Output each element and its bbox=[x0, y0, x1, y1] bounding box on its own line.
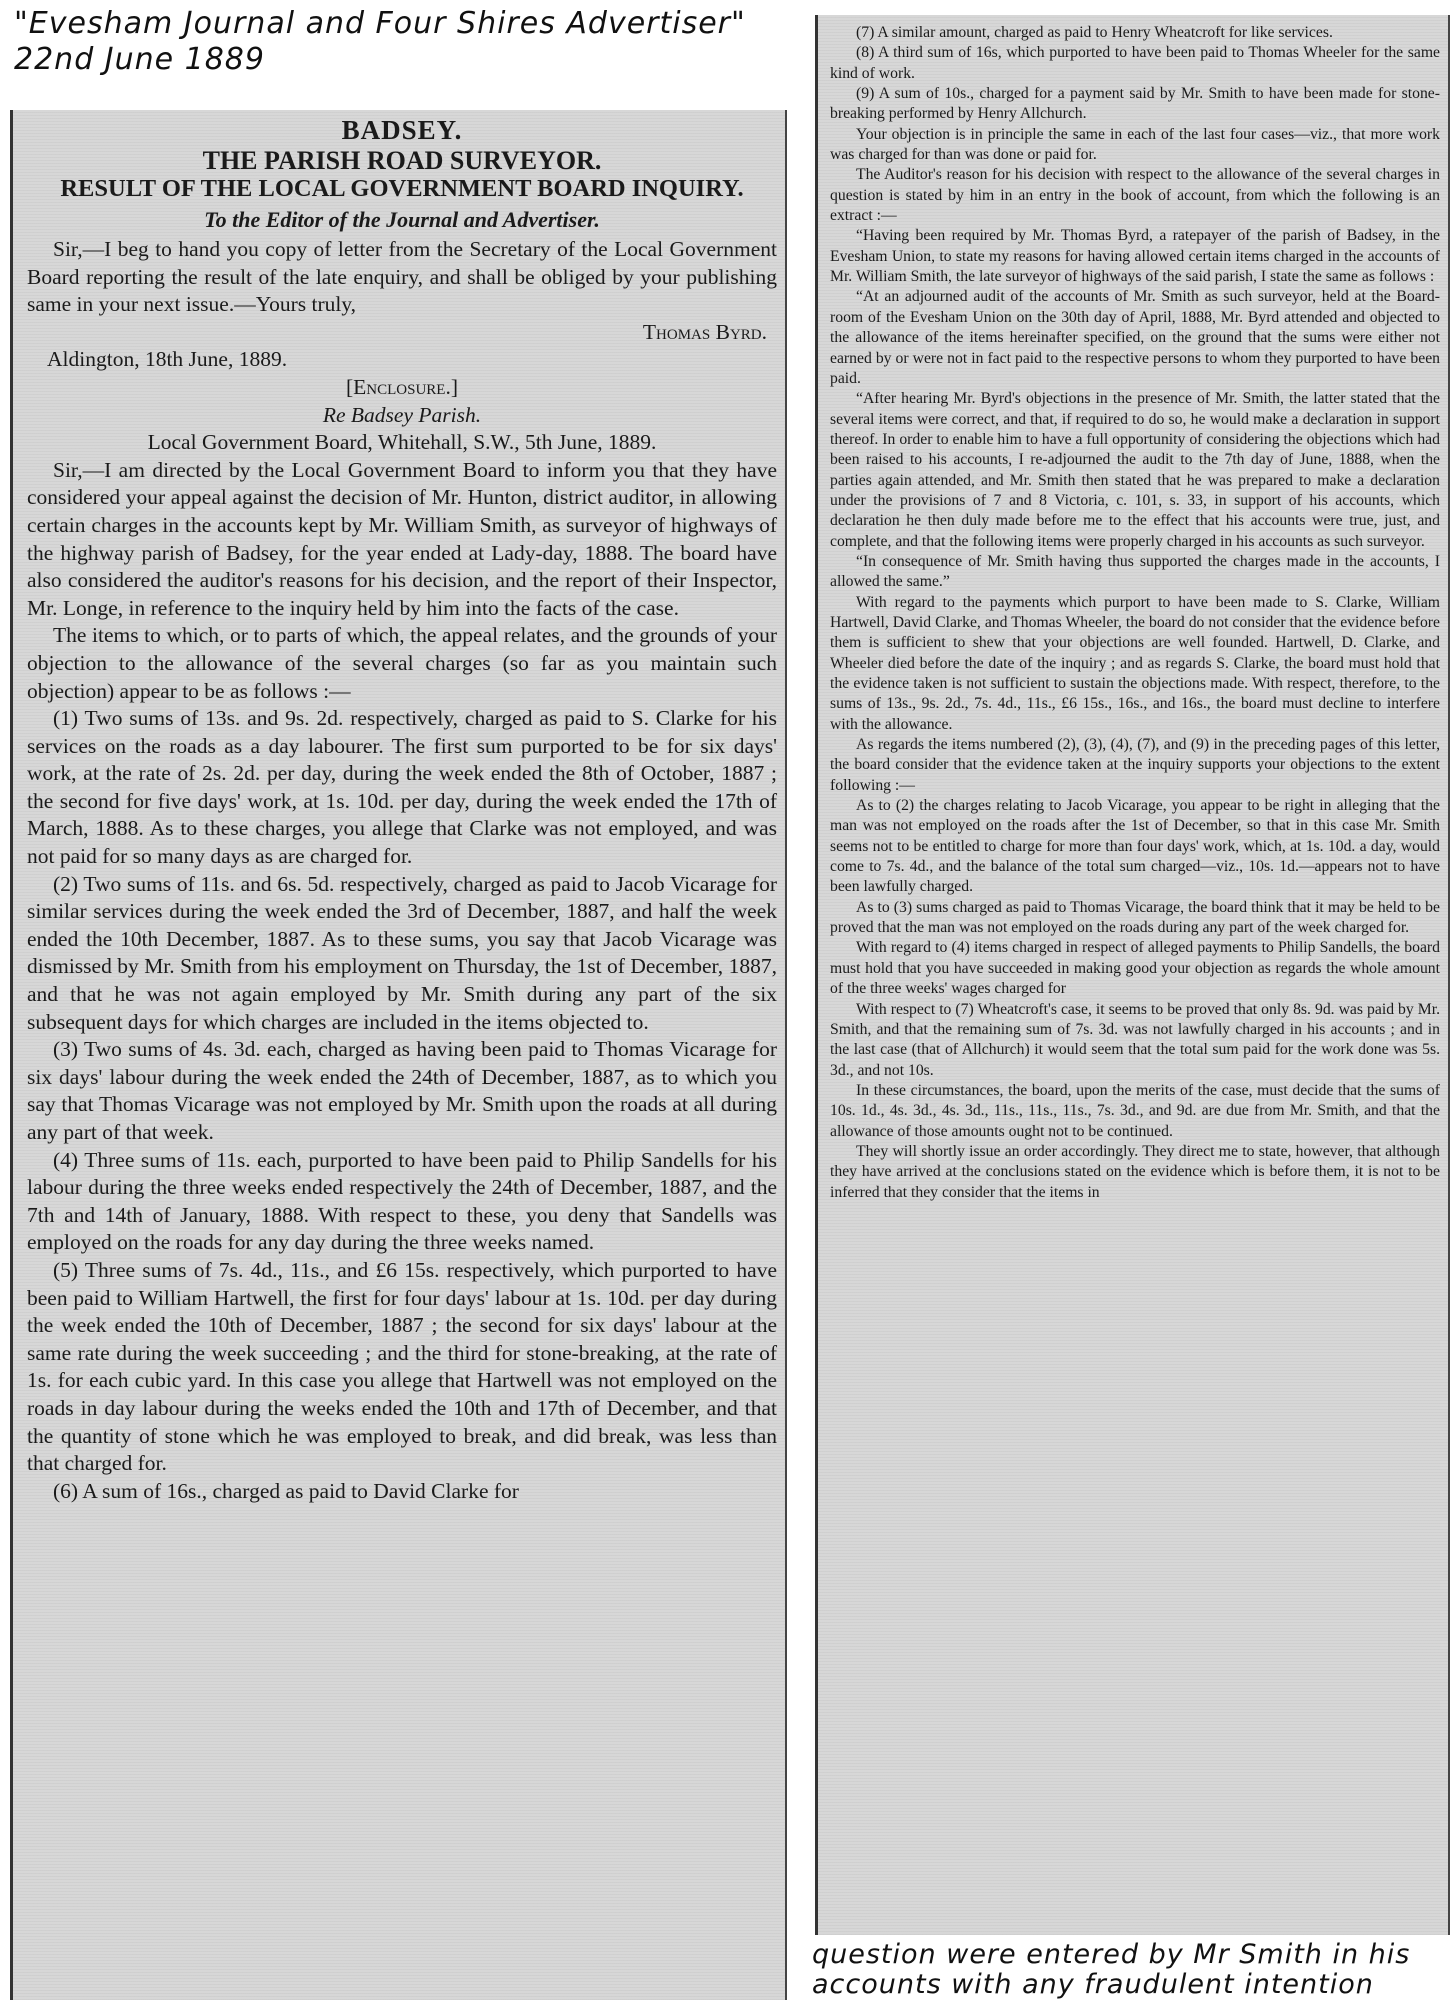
right-paragraph: (7) A similar amount, charged as paid to Henry Wheatcroft for like services. bbox=[856, 24, 1333, 41]
left-paragraph: (1) Two sums of 13s. and 9s. 2d. respectively, charged as paid to S. Clarke for his services on the roads as a day labourer. The first sum purported to be for six days' work, at the rate of 2s. 2d. per day, during the week ended the 8th of October, 1887 ; the second for five days' work, at 1s. 10d. per day, during the week ended the 17th of March, 1888. As to these charges, you allege that Clarke was not employed, and was not paid for so many days as are charged for. bbox=[27, 706, 777, 869]
right-paragraph: With regard to the payments which purport to have been made to S. Clarke, William Hartwell, David Clarke, and Thomas Wheeler, the board do not consider that the evidence before them is sufficient to shew that your objections are well founded. Hartwell, D. Clarke, and Wheeler died before the date of the inquiry ; and as regards S. Clarke, the board must hold that the evidence taken is not sufficient to sustain the objections made. With respect, therefore, to the sums of 13s., 9s. 2d., 7s. 4d., 11s., £6 15s., 16s., and 16s., the board must decline to interfere with the allowance. bbox=[830, 593, 1440, 733]
right-paragraph: (9) A sum of 10s., charged for a payment said by Mr. Smith to have been made for stone-breaking performed by Henry Allchurch. bbox=[830, 85, 1440, 123]
article-column-right bbox=[815, 15, 1450, 1935]
letter-body: Sir,—I beg to hand you copy of letter from the Secretary of the Local Government Board reporting the result of the late enquiry, and shall be obliged by your publishing same in your next issue.—Yours truly, bbox=[27, 237, 777, 317]
article-subheading: THE PARISH ROAD SURVEYOR. bbox=[202, 146, 602, 175]
right-paragraph: “After hearing Mr. Byrd's objections in the presence of Mr. Smith, the latter stated that the several items were correct, and that, if required to do so, he would make a declaration in support thereof. In order to enable him to have a full opportunity of considering the objections which had been raised to his accounts, I re-adjourned the audit to the 7th day of June, 1888, when the parties again attended, and Mr. Smith then stated that he was prepared to make a declaration under the provisions of 7 and 8 Victoria, c. 101, s. 33, in support of his accounts, which declaration he then duly made before me to the effect that his accounts were true, just, and complete, and that the following items were properly charged in his accounts as such surveyor. bbox=[830, 390, 1440, 550]
right-paragraph: As to (2) the charges relating to Jacob Vicarage, you appear to be right in alleging that the man was not employed on the roads after the 1st of December, so that in this case Mr. Smith seems not to be entitled to charge for more than four days' work, which, at 1s. 10d. a day, would come to 7s. 4d., and the balance of the total sum charged—viz., 10s. 1d.—appears not to have been lawfully charged. bbox=[830, 797, 1440, 896]
to-editor-line: To the Editor of the Journal and Advertiser. bbox=[204, 207, 600, 232]
left-paragraph: (2) Two sums of 11s. and 6s. 5d. respectively, charged as paid to Jacob Vicarage for similar services during the week ended the 3rd of December, 1887, and half the week ended the 10th December, 1887. As to these sums, you say that Jacob Vicarage was dismissed by Mr. Smith from his employment on Thursday, the 1st of December, 1887, and that he was not again employed by Mr. Smith during any part of the six subsequent days for which charges are included in the items objected to. bbox=[27, 871, 777, 1034]
right-paragraph: In these circumstances, the board, upon the merits of the case, must decide that the sums of 10s. 1d., 4s. 3d., 4s. 3d., 11s., 11s., 11s., 7s. 3d., and 9d. are due from Mr. Smith, and that the allowance of those amounts ought not to be continued. bbox=[830, 1081, 1440, 1140]
letter-signature: Thomas Byrd. bbox=[642, 319, 767, 344]
handwritten-continuation-note: question were entered by Mr Smith in his accounts with any fraudulent intention bbox=[812, 1939, 1411, 2000]
right-paragraph: The Auditor's reason for his decision with respect to the allowance of the several charges in question is stated by him in an entry in the book of account, from which the following is an extract :— bbox=[830, 166, 1440, 225]
right-paragraph: Your objection is in principle the same in each of the last four cases—viz., that more work was charged for than was done or paid for. bbox=[830, 125, 1440, 164]
left-paragraph: (3) Two sums of 4s. 3d. each, charged as having been paid to Thomas Vicarage for six days' labour during the week ended the 24th of December, 1887, as to which you say that Thomas Vicarage was not employed by Mr. Smith upon the roads at all during any part of that week. bbox=[27, 1037, 777, 1144]
left-paragraph: (5) Three sums of 7s. 4d., 11s., and £6 15s. respectively, which purported to have been paid to William Hartwell, the first for four days' labour at 1s. 10d. per day during the week ended the 10th of December, 1887 ; the second for six days' labour at the same rate during the week succeeding ; and the third for stone-breaking, at the rate of 1s. for each cubic yard. In this case you allege that Hartwell was not employed on the roads in day labour during the weeks ended the 10th and 17th of December, and that the quantity of stone which he was employed to break, and did break, was less than that charged for. bbox=[27, 1257, 777, 1476]
left-paragraph: (6) A sum of 16s., charged as paid to David Clarke for bbox=[53, 1478, 519, 1503]
article-heading: BADSEY. bbox=[341, 115, 463, 145]
right-paragraph: “Having been required by Mr. Thomas Byrd, a ratepayer of the parish of Badsey, in the Evesham Union, to state my reasons for having allowed certain items charged in the accounts of Mr. William Smith, the late surveyor of highways of the said parish, I state the same as follows : bbox=[830, 227, 1440, 286]
letter-dateline: Aldington, 18th June, 1889. bbox=[47, 347, 288, 372]
right-paragraph: With regard to (4) items charged in respect of alleged payments to Philip Sandells, the board must hold that you have succeeded in making good your objection as regards the whole amount of the three weeks' wages charged for bbox=[830, 939, 1440, 998]
right-paragraph: “At an adjourned audit of the accounts of Mr. Smith as such surveyor, held at the Board-room of the Evesham Union on the 30th day of April, 1888, Mr. Byrd attended and objected to the allowance of the items hereinafter specified, on the ground that the sums were either not earned by or were not in fact paid to the respective persons to whom they purported to have been paid. bbox=[830, 288, 1440, 387]
article-column-left bbox=[10, 110, 787, 2000]
re-line: Re Badsey Parish. bbox=[322, 402, 482, 427]
right-paragraph: As regards the items numbered (2), (3), (4), (7), and (9) in the preceding pages of this letter, the board consider that the evidence taken at the inquiry supports your objections to the extent following :— bbox=[830, 736, 1440, 794]
handwritten-source-note: "Evesham Journal and Four Shires Advertiser" 22nd June 1889 bbox=[14, 6, 746, 77]
right-paragraph: “In consequence of Mr. Smith having thus supported the charges made in the accounts, I allowed the same.” bbox=[830, 552, 1440, 591]
right-paragraph: (8) A third sum of 16s, which purported to have been paid to Thomas Wheeler for the same kind of work. bbox=[830, 44, 1440, 82]
enclosure-label: [Enclosure.] bbox=[345, 374, 458, 399]
left-paragraph: (4) Three sums of 11s. each, purported to have been paid to Philip Sandells for his labour during the three weeks ended respectively the 24th of December, 1887, and the 7th and 14th of January, 1888. With respect to these, you deny that Sandells was employed on the roads for any day during the three weeks named. bbox=[27, 1147, 777, 1255]
right-paragraph: With respect to (7) Wheatcroft's case, it seems to be proved that only 8s. 9d. was paid by Mr. Smith, and that the remaining sum of 7s. 3d. was not lawfully charged in his accounts ; and in the last case (that of Allchurch) it would seem that the total sum paid for the work done was 5s. 3d., and not 10s. bbox=[830, 1000, 1440, 1079]
right-paragraph: As to (3) sums charged as paid to Thomas Vicarage, the board think that it may be held to be proved that the man was not employed on the roads during any part of the week charged for. bbox=[830, 898, 1440, 937]
left-paragraph: Sir,—I am directed by the Local Government Board to inform you that they have considered your appeal against the decision of Mr. Hunton, district auditor, in allowing certain charges in the accounts kept by Mr. William Smith, as surveyor of highways of the highway parish of Badsey, for the year ended at Lady-day, 1888. The board have also considered the auditor's reasons for his decision, and the report of their Inspector, Mr. Longe, in reference to the inquiry held by him into the facts of the case. bbox=[27, 457, 777, 620]
article-headline: RESULT OF THE LOCAL GOVERNMENT BOARD INQUIRY. bbox=[60, 175, 744, 202]
left-paragraph: The items to which, or to parts of which, the appeal relates, and the grounds of your objection to the allowance of the several charges (so far as you maintain such objection) appear to be as follows :— bbox=[27, 623, 777, 703]
right-paragraph: They will shortly issue an order accordingly. They direct me to state, however, that although they have arrived at the conclusions stated on the evidence which is before them, it is not to be inferred that they consider that the items in bbox=[830, 1142, 1440, 1201]
board-address: Local Government Board, Whitehall, S.W., 5th June, 1889. bbox=[147, 430, 657, 455]
